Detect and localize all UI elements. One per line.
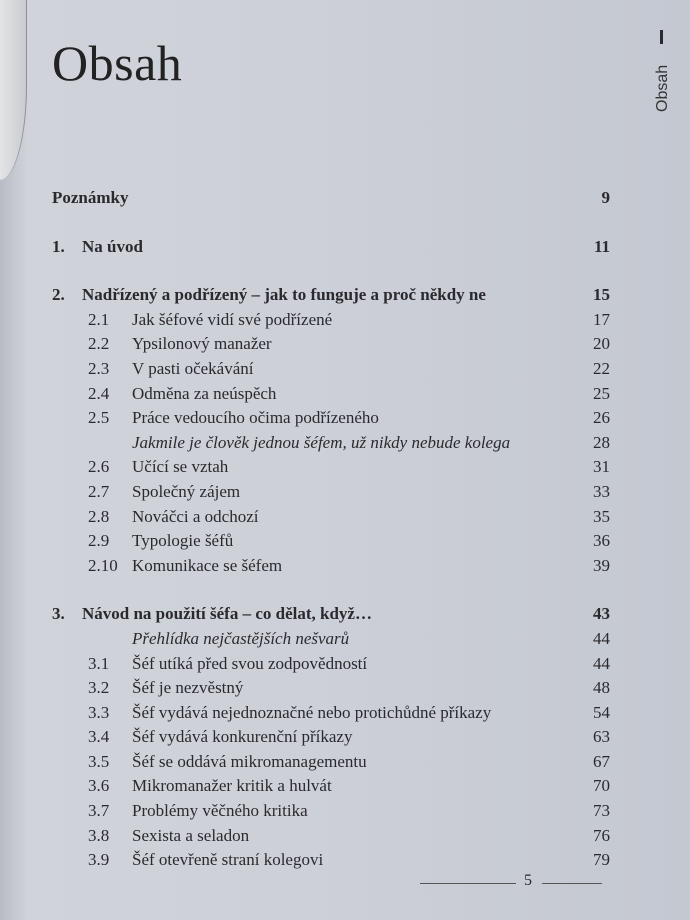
toc-chapter[interactable]: [52, 283, 610, 308]
toc-entry-number: 2.9: [88, 531, 110, 551]
toc-entry-page: 67: [593, 751, 610, 771]
toc-section[interactable]: [52, 505, 610, 530]
toc-entry-page: 9: [601, 188, 610, 207]
toc-entry-page: 48: [593, 678, 610, 698]
toc-entry-label: Jak šéfové vidí své podřízené: [132, 309, 333, 329]
toc-entry-number: 3.8: [88, 825, 110, 845]
toc-entry-label: Komunikace se šéfem: [132, 555, 283, 575]
toc-entry-number: 3.3: [88, 702, 110, 722]
toc-section[interactable]: [52, 676, 610, 701]
toc-entry-number: 3.6: [88, 776, 110, 796]
toc-entry-page: 33: [593, 481, 610, 501]
toc-entry-number: 2.6: [88, 457, 110, 477]
side-tab: [648, 30, 678, 120]
toc-section[interactable]: [52, 627, 610, 652]
toc-section[interactable]: [52, 382, 610, 407]
toc-entry-label: Typologie šéfů: [132, 531, 234, 551]
toc-entry-label: Ypsilonový manažer: [132, 334, 272, 354]
toc-section[interactable]: [52, 406, 610, 431]
toc-entry-page: 17: [593, 309, 610, 329]
toc-entry-number: 2.: [52, 285, 65, 305]
toc-entry-label: Šéf utíká před svou zodpovědností: [132, 653, 368, 673]
toc-entry-label: V pasti očekávání: [132, 358, 254, 378]
toc-entry-page: 44: [593, 628, 610, 648]
toc-entry-page: 15: [593, 285, 610, 305]
toc-section[interactable]: [52, 824, 610, 849]
toc-entry-page: 76: [593, 825, 610, 845]
toc-entry-number: 3.7: [88, 801, 110, 821]
toc-entry-page: 20: [593, 334, 610, 354]
page-number: 5: [524, 872, 532, 889]
toc-entry-page: 39: [593, 555, 610, 575]
page-title: Obsah: [52, 35, 183, 91]
toc-entry-label: Nadřízený a podřízený – jak to funguje a proč někdy ne: [82, 285, 486, 305]
toc-entry-notes[interactable]: [52, 186, 610, 211]
side-tab-label: Obsah: [654, 64, 671, 112]
toc-entry-page: 73: [593, 801, 610, 821]
toc-entry-label: Odměna za neúspěch: [132, 383, 277, 403]
toc-section[interactable]: [52, 774, 610, 799]
toc-section[interactable]: [52, 308, 610, 333]
footer-rule-right: [542, 883, 602, 884]
toc-entry-page: 79: [593, 850, 610, 870]
toc-entry-page: 11: [593, 236, 610, 256]
toc-entry-page: 28: [593, 432, 610, 452]
toc-entry-number: 2.10: [88, 555, 118, 575]
toc-entry-page: 31: [593, 457, 610, 477]
toc-section[interactable]: [52, 480, 610, 505]
toc-entry-label: Nováčci a odchozí: [132, 506, 259, 526]
toc-entry-page: 70: [593, 776, 610, 796]
toc-entry-number: 3.5: [88, 751, 110, 771]
toc-entry-label: Jakmile je člověk jednou šéfem, už nikdy nebude kolega: [132, 432, 511, 452]
toc-gap: [52, 259, 610, 283]
toc-entry-page: 63: [593, 727, 610, 747]
toc-section[interactable]: [52, 799, 610, 824]
toc-entry-label: Učící se vztah: [132, 457, 229, 477]
adjacent-page-edge: [0, 0, 27, 180]
toc-entry-number: 3.4: [88, 727, 110, 747]
toc-chapter[interactable]: [52, 602, 610, 627]
toc-entry-label: Na úvod: [82, 236, 143, 256]
toc-entry-label: Přehlídka nejčastějších nešvarů: [132, 628, 350, 648]
toc-entry-label: Poznámky: [52, 188, 129, 207]
toc-gap: [52, 211, 610, 235]
toc-entry-label: Návod na použití šéfa – co dělat, když…: [82, 604, 372, 624]
toc-entry-number: 3.2: [88, 678, 110, 698]
toc-entry-number: 2.3: [88, 358, 110, 378]
toc-entry-label: Šéf se oddává mikromanagementu: [132, 751, 367, 771]
toc-entry-label: Společný zájem: [132, 481, 241, 501]
page-footer: [420, 872, 610, 892]
toc-entry-page: 25: [593, 383, 610, 403]
toc-entry-number: 2.2: [88, 334, 110, 354]
toc-entry-page: 44: [593, 653, 610, 673]
toc-section[interactable]: [52, 725, 610, 750]
footer-rule-left: [420, 883, 516, 884]
toc-entry-number: 3.1: [88, 653, 110, 673]
toc-entry-label: Šéf vydává konkurenční příkazy: [132, 727, 353, 747]
toc-section[interactable]: [52, 529, 610, 554]
toc-section[interactable]: [52, 750, 610, 775]
side-tab-marker: [660, 30, 663, 44]
toc-entry-label: Sexista a seladon: [132, 825, 250, 845]
toc-entry-page: 26: [593, 408, 610, 428]
toc-entry-number: 2.4: [88, 383, 110, 403]
toc-entry-label: Problémy věčného kritika: [132, 801, 308, 821]
toc-gap: [52, 578, 610, 602]
toc-entry-page: 36: [593, 531, 610, 551]
toc-entry-label: Šéf vydává nejednoznačné nebo protichůdné příkazy: [132, 702, 492, 722]
toc-entry-label: Práce vedoucího očima podřízeného: [132, 408, 379, 428]
toc-chapter[interactable]: [52, 235, 610, 260]
toc-section[interactable]: [52, 431, 610, 456]
toc-entry-page: 22: [593, 358, 610, 378]
toc-entry-label: Mikromanažer kritik a hulvát: [132, 776, 332, 796]
toc-section[interactable]: [52, 332, 610, 357]
toc-section[interactable]: [52, 357, 610, 382]
toc-entry-number: 2.8: [88, 506, 110, 526]
toc-section[interactable]: [52, 701, 610, 726]
toc-entry-number: 1.: [52, 236, 65, 256]
toc-section[interactable]: [52, 455, 610, 480]
toc-entry-page: 54: [593, 702, 610, 722]
toc-entry-page: 35: [593, 506, 610, 526]
toc-entry-number: 2.7: [88, 481, 110, 501]
table-of-contents: [52, 186, 610, 873]
toc-entry-number: 3.: [52, 604, 65, 624]
toc-section[interactable]: [52, 554, 610, 579]
toc-entry-label: Šéf otevřeně straní kolegovi: [132, 850, 324, 870]
toc-entry-label: Šéf je nezvěstný: [132, 678, 244, 698]
toc-section[interactable]: [52, 652, 610, 677]
toc-entry-number: 2.5: [88, 408, 110, 428]
toc-entry-number: 3.9: [88, 850, 110, 870]
toc-section[interactable]: [52, 848, 610, 873]
toc-entry-number: 2.1: [88, 309, 110, 329]
toc-entry-page: 43: [593, 604, 610, 624]
